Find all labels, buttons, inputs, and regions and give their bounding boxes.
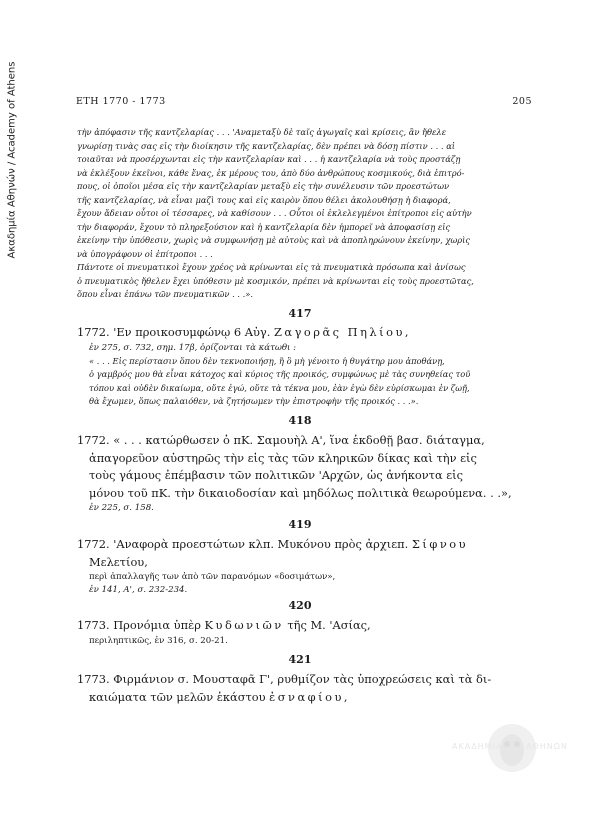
entry-number-419: 419 bbox=[288, 518, 312, 531]
entry-417 bbox=[77, 324, 537, 409]
entry-number-420: 420 bbox=[288, 599, 312, 612]
continued-quote: τὴν ἀπόφασιν τῆς καντζελαρίας . . . 'Αναμεταξὺ δὲ ταῖς ἀγωγαῖς καὶ κρίσεις, ἂν ἤθελε γνωρίσῃ τινὰς σας εἰς τὴν διοίκησιν τῆς καντζελαρίας, δὲν πρέπει νὰ δόσῃ πίστιν . . . αἱ τοιαῦται νὰ προσέρχωνται εἰς τὴν καντζελαρίαν καὶ . . . ἡ καντζελαρία νὰ τοὺς προστάζῃ νὰ ἐκλέξουν ἐκεῖνοι, κάθε ἕνας, ἐκ μέρους του, ἀπὸ δύο ἀνθρώπους κοσμικούς, διὰ ἐπιτρό- πους, οἱ ὁποῖοι μέσα εἰς τὴν καντζελαρίαν μεταξὺ εἰς τὴν συνέλευσιν τῶν προεστώτων τῆς καντζελαρίας, νὰ εἶναι μαζὶ τους καὶ εἰς καιρὸν ὅπου θέλει ἀκολουθήσῃ ἡ διαφορά, ἔχουν ἄδειαν οὗτοι οἱ τέσσαρες, νὰ καθίσουν . . . Οὗτοι οἱ ἐκλελεγμένοι ἐπίτροποι εἰς αὐτὴν τὴν διαφοράν, ἔχουν τὸ πληρεξούσιον καὶ ἡ καντζελαρία δὲν ἠμπορεῖ νὰ ἀποφασίσῃ εἰς ἐκείνην τὴν ὑπόθεσιν, χωρὶς νὰ συμφωνήσῃ μὲ αὐτοὺς καὶ νὰ ἀποπληρώνουν ἐκείνην, χωρὶς νὰ ὑπογράφουν οἱ ἐπίτροποι . . . Πάντοτε οἱ πνευματικοὶ ἔχουν χρέος νὰ κρίνωνται εἰς τὰ πνευματικὰ πρόσωπα καὶ ἀνίσως ὁ πνευματικὸς ἤθελεν ἔχει ὑπόθεσιν μὲ κοσμικόν, πρέπει νὰ κρίνωνται εἰς τοὺς προεστῶτας, ὅπου εἶναι ἐπάνω τῶν πνευματικῶν . . .». bbox=[77, 127, 474, 299]
entry-420: 1773. Προνόμια ὑπὲρ Κυδωνιῶν τῆς Μ. 'Ασίας, περιληπτικῶς, ἐν 316, σ. 20-21. bbox=[77, 618, 371, 646]
entry-417-quote: « . . . Εἰς περίστασιν ὅπου δὲν τεκνοποιήσῃ, ἢ ὃ μὴ γένοιτο ἡ θυγάτηρ μου ἀποθάνῃ, ὁ γαμβρός μου θὰ εἶναι κάτοχος καὶ κύριος τῆς προικός, συμφώνως μὲ τὰς συνηθείας τοῦ τόπου καὶ οὐδὲν δικαίωμα, οὔτε ἐγώ, οὔτε τὰ τέκνα μου, ἐὰν ἐγὼ δὲν εὑρίσκωμαι ἐν ζωῇ, θὰ ἔχωμεν, ὅπως παλαιόθεν, νὰ ζητήσωμεν τὴν ἐπιστροφὴν τῆς προικός . . .». bbox=[89, 355, 471, 406]
academy-watermark: ΑΚΑΔΗΜΙΑ ΑΘΗΝΩΝ bbox=[452, 718, 570, 776]
entry-number-417: 417 bbox=[288, 307, 312, 320]
entry-418: 1772. « . . . κατώρθωσεν ὁ πΚ. Σαμουὴλ Α', ἵνα ἐκδοθῇ βασ. διάταγμα, ἀπαγορεῦον αὐστηρῶς τὴν εἰς τὰς τῶν κληρικῶν δίκας καὶ τὴν εἰς τοὺς γάμους ἐπέμβασιν τῶν πολιτικῶν 'Αρχῶν, ὡς ἀνήκοντα εἰς μόνου τοῦ πΚ. τὴν δικαιοδοσίαν καὶ μηδόλως πολιτικὰ θεωρούμενα. . .», ἐν 225, σ. 158. bbox=[77, 433, 512, 513]
entry-417-head: 1772. 'Εν προικοσυμφώνῳ 6 Αὐγ. Ζαγορᾶς Πηλίου, bbox=[77, 325, 411, 339]
header-title: ΕΤΗ 1770 - 1773 bbox=[76, 96, 166, 107]
entry-number-418: 418 bbox=[288, 414, 312, 427]
entry-number-421: 421 bbox=[288, 653, 312, 666]
running-header bbox=[76, 96, 532, 107]
side-label: Ακαδημία Αθηνών / Academy of Athens bbox=[6, 61, 18, 259]
entry-419: 1772. 'Αναφορὰ προεστώτων κλπ. Μυκόνου πρὸς ἀρχιεπ. Σίφνου Μελετίου, περὶ ἀπαλλαγῆς των ἀπὸ τῶν παρανόμων «δοσιμάτων», ἐν 141, Α', σ. 232-234. bbox=[77, 537, 469, 595]
entry-421: 1773. Φιρμάνιον σ. Μουσταφᾶ Γ', ρυθμίζον τὰς ὑποχρεώσεις καὶ τὰ δι- καιώματα τῶν μελῶν ἑκάστου ἐσναφίου, bbox=[77, 672, 492, 704]
entry-417-ref: ἐν 275, σ. 732, σημ. 17β, ὁρίζονται τὰ κάτωθι : bbox=[89, 342, 297, 353]
page-number: 205 bbox=[512, 96, 532, 107]
